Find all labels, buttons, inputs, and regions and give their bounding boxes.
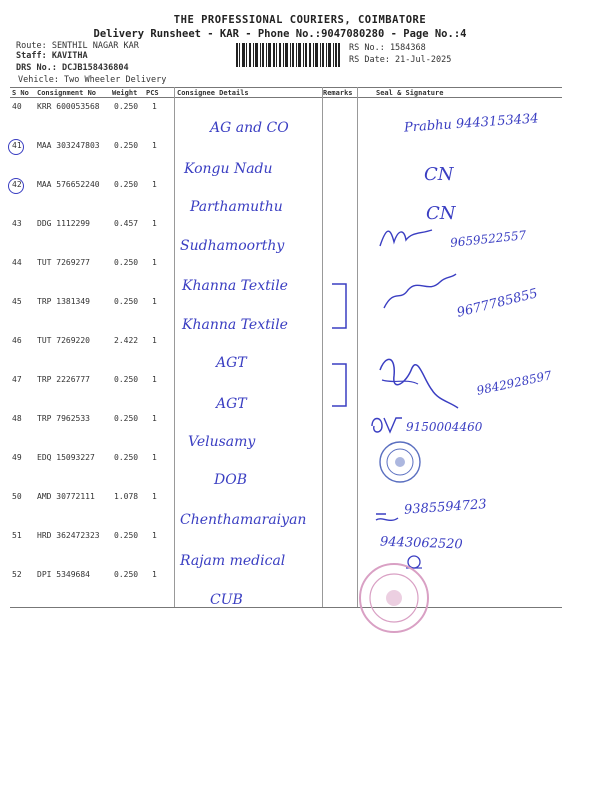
handwritten-signature: 9150004460 xyxy=(406,420,483,434)
handwritten-consignee: Velusamy xyxy=(188,434,256,450)
row-weight: 0.457 xyxy=(114,219,139,228)
signature-scribble xyxy=(368,412,404,436)
row-consignment: DPI 5349684 xyxy=(37,570,90,579)
table-row xyxy=(0,453,600,492)
handwritten-consignee: Rajam medical xyxy=(180,553,286,569)
row-pcs: 1 xyxy=(152,336,157,345)
signature-scribble xyxy=(372,350,462,412)
bracket-mark xyxy=(330,362,350,408)
row-sno: 47 xyxy=(12,375,22,384)
row-sno: 44 xyxy=(12,258,22,267)
barcode-icon xyxy=(236,43,340,67)
header-consignment: Consignment No xyxy=(37,89,97,97)
row-consignment: TRP 7962533 xyxy=(37,414,90,423)
row-weight: 0.250 xyxy=(114,570,139,579)
handwritten-signature: 9385594723 xyxy=(403,497,488,518)
row-weight: 0.250 xyxy=(114,297,139,306)
row-weight: 0.250 xyxy=(114,453,139,462)
row-consignment: TRP 2226777 xyxy=(37,375,90,384)
row-weight: 0.250 xyxy=(114,375,139,384)
row-sno: 45 xyxy=(12,297,22,306)
row-weight: 0.250 xyxy=(114,180,139,189)
header-weight: Weight xyxy=(112,89,138,97)
header-pcs: PCS xyxy=(146,89,159,97)
row-pcs: 1 xyxy=(152,141,157,150)
vehicle-label: Vehicle: Two Wheeler Delivery xyxy=(18,75,167,85)
ink-circle-mark xyxy=(8,178,24,194)
handwritten-consignee: Kongu Nadu xyxy=(184,161,273,177)
ink-circle-mark xyxy=(8,139,24,155)
row-pcs: 1 xyxy=(152,297,157,306)
handwritten-signature: 9659522557 xyxy=(449,228,527,250)
table-row xyxy=(0,180,600,219)
rs-number: RS No.: 1584368 xyxy=(349,43,426,53)
row-sno: 42 xyxy=(12,180,22,189)
handwritten-consignee: CUB xyxy=(210,592,243,608)
row-sno: 49 xyxy=(12,453,22,462)
handwritten-signature: CN xyxy=(424,164,454,185)
table-row xyxy=(0,258,600,297)
handwritten-consignee: Sudhamoorthy xyxy=(180,238,285,254)
signature-text: Prabhu 9443153434 xyxy=(403,111,539,136)
row-consignment: HRD 362472323 xyxy=(37,531,100,540)
handwritten-consignee: AGT xyxy=(216,355,247,371)
row-pcs: 1 xyxy=(152,453,157,462)
handwritten-consignee: Khanna Textile xyxy=(182,278,288,294)
row-sno: 43 xyxy=(12,219,22,228)
runsheet-title: Delivery Runsheet - KAR - Phone No.:9047080280 - Page No.:4 xyxy=(93,28,467,40)
row-weight: 0.250 xyxy=(114,531,139,540)
table-row xyxy=(0,414,600,453)
signature-scribble xyxy=(378,268,458,318)
handwritten-consignee: AG and CO xyxy=(210,120,289,136)
row-consignment: MAA 576652240 xyxy=(37,180,100,189)
row-pcs: 1 xyxy=(152,258,157,267)
row-weight: 0.250 xyxy=(114,414,139,423)
handwritten-signature: 9677785855 xyxy=(455,286,540,321)
row-pcs: 1 xyxy=(152,102,157,111)
route-label: Route: SENTHIL NAGAR KAR xyxy=(16,41,139,51)
signature-scribble xyxy=(372,506,402,526)
row-sno: 50 xyxy=(12,492,22,501)
row-consignment: MAA 303247803 xyxy=(37,141,100,150)
handwritten-consignee: Parthamuthu xyxy=(190,199,283,215)
office-stamp-icon xyxy=(356,560,432,636)
table-row xyxy=(0,336,600,375)
handwritten-signature: 9443062520 xyxy=(379,534,463,553)
handwritten-consignee: DOB xyxy=(214,472,247,488)
table-row xyxy=(0,141,600,180)
header-remarks: Remarks xyxy=(323,89,353,97)
table-row xyxy=(0,531,600,570)
row-sno: 48 xyxy=(12,414,22,423)
row-consignment: EDQ 15093227 xyxy=(37,453,95,462)
row-weight: 0.250 xyxy=(114,141,139,150)
row-pcs: 1 xyxy=(152,414,157,423)
row-weight: 1.078 xyxy=(114,492,139,501)
handwritten-consignee: Khanna Textile xyxy=(182,317,288,333)
row-consignment: TUT 7269220 xyxy=(37,336,90,345)
row-sno: 46 xyxy=(12,336,22,345)
row-pcs: 1 xyxy=(152,531,157,540)
row-pcs: 1 xyxy=(152,492,157,501)
row-weight: 0.250 xyxy=(114,258,139,267)
signature-scribble xyxy=(376,222,436,252)
staff-label: Staff: KAVITHA xyxy=(16,51,88,61)
row-consignment: TRP 1381349 xyxy=(37,297,90,306)
header-seal: Seal & Signature xyxy=(376,89,444,97)
rs-date: RS Date: 21-Jul-2025 xyxy=(349,55,452,65)
table-row xyxy=(0,570,600,609)
handwritten-consignee: AGT xyxy=(216,396,247,412)
company-name: THE PROFESSIONAL COURIERS, COIMBATORE xyxy=(173,14,427,26)
row-pcs: 1 xyxy=(152,180,157,189)
row-weight: 0.250 xyxy=(114,102,139,111)
handwritten-signature: 9842928597 xyxy=(475,368,553,398)
handwritten-signature: CN xyxy=(426,203,456,224)
row-pcs: 1 xyxy=(152,219,157,228)
row-sno: 40 xyxy=(12,102,22,111)
header-consignee: Consignee Details xyxy=(177,89,249,97)
row-pcs: 1 xyxy=(152,570,157,579)
row-sno: 51 xyxy=(12,531,22,540)
table-top-border xyxy=(10,87,562,88)
row-consignment: AMD 30772111 xyxy=(37,492,95,501)
header-sno: S No xyxy=(12,89,29,97)
row-sno: 52 xyxy=(12,570,22,579)
office-stamp-icon xyxy=(378,440,422,484)
handwritten-consignee: Chenthamaraiyan xyxy=(180,512,307,528)
drs-number: DRS No.: DCJB158436804 xyxy=(16,63,129,73)
row-consignment: TUT 7269277 xyxy=(37,258,90,267)
row-consignment: DDG 1112299 xyxy=(37,219,90,228)
bracket-mark xyxy=(330,282,350,330)
row-pcs: 1 xyxy=(152,375,157,384)
row-weight: 2.422 xyxy=(114,336,139,345)
row-consignment: KRR 600053568 xyxy=(37,102,100,111)
row-sno: 41 xyxy=(12,141,22,150)
table-header-border xyxy=(10,97,562,98)
